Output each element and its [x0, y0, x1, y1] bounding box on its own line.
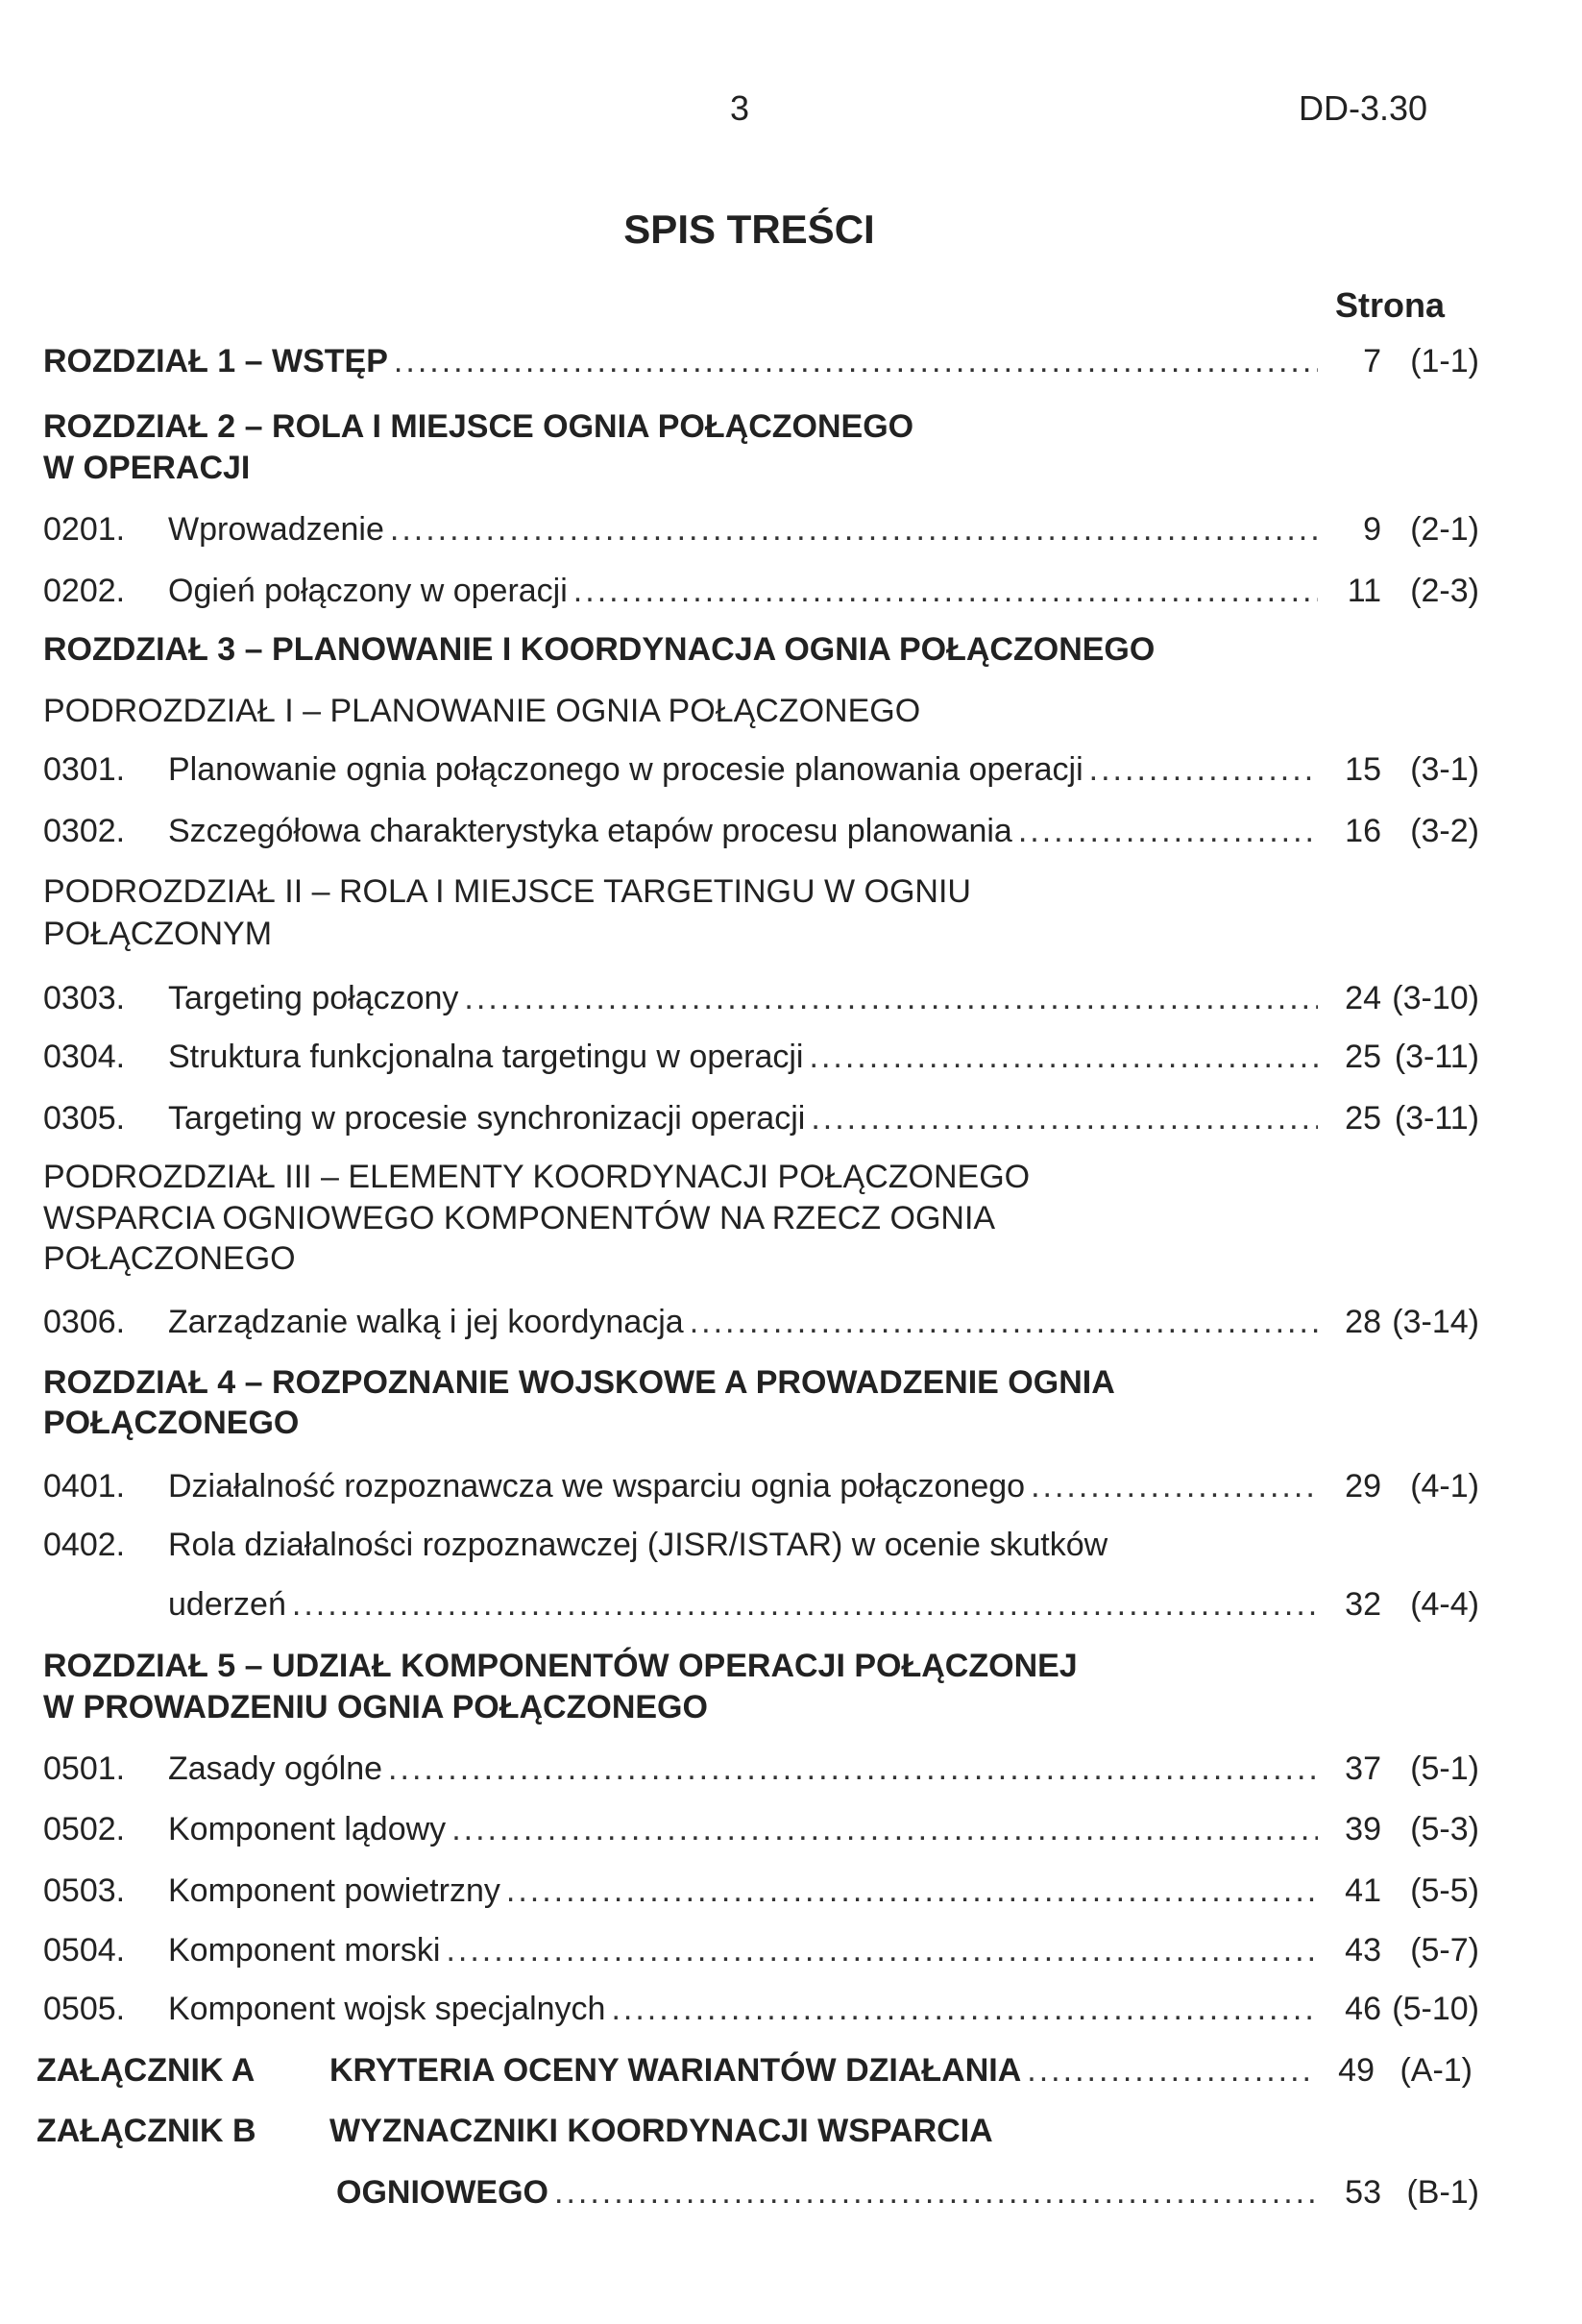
- entry-page: 39: [1345, 1811, 1381, 1847]
- dot-leader: [394, 341, 1318, 381]
- toc-entry-0401[interactable]: [43, 1466, 1479, 1506]
- dot-leader: [451, 1809, 1318, 1849]
- entry-page: 7: [1363, 343, 1381, 379]
- entry-number: 0501.: [43, 1750, 126, 1787]
- toc-entry-annex-b-line1[interactable]: [37, 2111, 1472, 2151]
- toc-chapter-3[interactable]: ROZDZIAŁ 3 – PLANOWANIE I KOORDYNACJA OGNIA POŁĄCZONEGO: [43, 631, 1156, 668]
- dot-leader: [554, 2172, 1318, 2213]
- entry-ref: (5-3): [1410, 1811, 1479, 1847]
- entry-number: 0304.: [43, 1039, 126, 1075]
- dot-leader: [1031, 1466, 1318, 1506]
- entry-title-continued: OGNIOWEGO: [336, 2174, 548, 2211]
- dot-leader: [810, 1037, 1319, 1077]
- entry-ref: (5-10): [1392, 1991, 1479, 2027]
- entry-ref: (3-11): [1394, 1100, 1479, 1137]
- page-number: 3: [730, 88, 750, 128]
- entry-ref: (4-1): [1410, 1468, 1479, 1504]
- entry-title: Komponent powietrzny: [168, 1872, 500, 1909]
- entry-number: 0201.: [43, 511, 126, 548]
- dot-leader: [446, 1930, 1318, 1970]
- entry-page: 15: [1345, 751, 1381, 788]
- entry-number: 0301.: [43, 751, 126, 788]
- entry-ref: (5-7): [1410, 1932, 1479, 1969]
- toc-entry-0402-line2[interactable]: [168, 1584, 1479, 1625]
- toc-entry-0302[interactable]: [43, 811, 1479, 851]
- document-code: DD-3.30: [1299, 88, 1428, 128]
- dot-leader: [1027, 2050, 1311, 2091]
- toc-entry-0305[interactable]: [43, 1098, 1479, 1138]
- toc-entry-0301[interactable]: [43, 749, 1479, 790]
- entry-page: 29: [1345, 1468, 1381, 1504]
- entry-page: 49: [1338, 2052, 1375, 2089]
- entry-ref: (A-1): [1399, 2052, 1472, 2089]
- dot-leader: [811, 1098, 1318, 1138]
- entry-title: ROZDZIAŁ 1 – WSTĘP: [43, 343, 388, 379]
- dot-leader: [690, 1302, 1318, 1342]
- entry-ref: (B-1): [1406, 2174, 1479, 2211]
- toc-subchapter-2-line1[interactable]: PODROZDZIAŁ II – ROLA I MIEJSCE TARGETINGU W OGNIU: [43, 873, 971, 910]
- toc-subchapter-1[interactable]: PODROZDZIAŁ I – PLANOWANIE OGNIA POŁĄCZONEGO: [43, 693, 921, 729]
- entry-title: Komponent morski: [168, 1932, 441, 1969]
- toc-entry-annex-a[interactable]: [37, 2050, 1472, 2091]
- entry-title: Ogień połączony w operacji: [168, 573, 568, 609]
- toc-entry-0201[interactable]: [43, 509, 1479, 550]
- toc-entry-chapter-1[interactable]: [43, 341, 1479, 381]
- toc-entry-0306[interactable]: [43, 1302, 1479, 1342]
- entry-title: Rola działalności rozpoznawczej (JISR/ISTAR) w ocenie skutków: [168, 1527, 1108, 1563]
- page-column-label: Strona: [1335, 285, 1446, 325]
- annex-label: ZAŁĄCZNIK A: [37, 2052, 256, 2089]
- entry-page: 9: [1363, 511, 1381, 548]
- entry-number: 0202.: [43, 573, 126, 609]
- entry-title: Działalność rozpoznawcza we wsparciu ognia połączonego: [168, 1468, 1026, 1504]
- entry-ref: (3-14): [1392, 1304, 1479, 1340]
- toc-subchapter-3-line1[interactable]: PODROZDZIAŁ III – ELEMENTY KOORDYNACJI POŁĄCZONEGO: [43, 1159, 1031, 1195]
- entry-title: Struktura funkcjonalna targetingu w operacji: [168, 1039, 804, 1075]
- entry-page: 28: [1345, 1304, 1381, 1340]
- dot-leader: [611, 1989, 1318, 2029]
- toc-entry-0304[interactable]: [43, 1037, 1479, 1077]
- entry-page: 53: [1345, 2174, 1381, 2211]
- entry-page: 37: [1345, 1750, 1381, 1787]
- entry-ref: (1-1): [1410, 343, 1479, 379]
- entry-title: WYZNACZNIKI KOORDYNACJI WSPARCIA: [329, 2113, 993, 2149]
- dot-leader: [1018, 811, 1318, 851]
- toc-chapter-5-line1[interactable]: ROZDZIAŁ 5 – UDZIAŁ KOMPONENTÓW OPERACJI POŁĄCZONEJ: [43, 1648, 1078, 1684]
- entry-page: 32: [1345, 1586, 1381, 1623]
- entry-ref: (5-1): [1410, 1750, 1479, 1787]
- toc-entry-0202[interactable]: [43, 571, 1479, 611]
- toc-subchapter-3-line3[interactable]: POŁĄCZONEGO: [43, 1240, 296, 1277]
- dot-leader: [292, 1584, 1318, 1625]
- entry-ref: (3-11): [1394, 1039, 1479, 1075]
- entry-number: 0302.: [43, 813, 126, 849]
- entry-number: 0502.: [43, 1811, 126, 1847]
- entry-title: KRYTERIA OCENY WARIANTÓW DZIAŁANIA: [329, 2052, 1022, 2089]
- entry-page: 11: [1347, 573, 1381, 609]
- annex-label: ZAŁĄCZNIK B: [37, 2113, 256, 2149]
- toc-entry-0505[interactable]: [43, 1989, 1479, 2029]
- entry-page: 25: [1345, 1100, 1381, 1137]
- dot-leader: [573, 571, 1318, 611]
- toc-chapter-2-line1[interactable]: ROZDZIAŁ 2 – ROLA I MIEJSCE OGNIA POŁĄCZONEGO: [43, 408, 914, 445]
- toc-subchapter-2-line2[interactable]: POŁĄCZONYM: [43, 916, 273, 952]
- entry-title: Komponent wojsk specjalnych: [168, 1991, 606, 2027]
- toc-entry-0503[interactable]: [43, 1871, 1479, 1911]
- toc-entry-0502[interactable]: [43, 1809, 1479, 1849]
- entry-title: Targeting połączony: [168, 980, 459, 1016]
- dot-leader: [506, 1871, 1318, 1911]
- entry-number: 0305.: [43, 1100, 126, 1137]
- entry-title: Zasady ogólne: [168, 1750, 383, 1787]
- toc-entry-0501[interactable]: [43, 1749, 1479, 1789]
- entry-number: 0503.: [43, 1872, 126, 1909]
- entry-title-continued: uderzeń: [168, 1586, 286, 1623]
- toc-chapter-5-line2[interactable]: W PROWADZENIU OGNIA POŁĄCZONEGO: [43, 1689, 708, 1725]
- entry-ref: (5-5): [1410, 1872, 1479, 1909]
- entry-number: 0303.: [43, 980, 126, 1016]
- dot-leader: [390, 509, 1318, 550]
- dot-leader: [1089, 749, 1318, 790]
- toc-title: SPIS TREŚCI: [623, 207, 875, 252]
- entry-ref: (4-4): [1410, 1586, 1479, 1623]
- entry-number: 0402.: [43, 1527, 126, 1563]
- entry-number: 0401.: [43, 1468, 126, 1504]
- entry-number: 0306.: [43, 1304, 126, 1340]
- entry-title: Zarządzanie walką i jej koordynacja: [168, 1304, 684, 1340]
- entry-page: 46: [1345, 1991, 1381, 2027]
- entry-ref: (2-1): [1410, 511, 1479, 548]
- entry-page: 24: [1345, 980, 1381, 1016]
- entry-page: 41: [1345, 1872, 1381, 1909]
- toc-entry-annex-b-line2[interactable]: [336, 2172, 1479, 2213]
- entry-ref: (3-2): [1410, 813, 1479, 849]
- toc-entry-0303[interactable]: [43, 978, 1479, 1018]
- toc-entry-0402-line1[interactable]: [43, 1525, 1479, 1565]
- entry-title: Planowanie ognia połączonego w procesie planowania operacji: [168, 751, 1083, 788]
- entry-page: 25: [1345, 1039, 1381, 1075]
- toc-chapter-2-line2[interactable]: W OPERACJI: [43, 450, 251, 486]
- entry-page: 16: [1345, 813, 1381, 849]
- toc-entry-0504[interactable]: [43, 1930, 1479, 1970]
- entry-number: 0505.: [43, 1991, 126, 2027]
- entry-title: Wprowadzenie: [168, 511, 384, 548]
- dot-leader: [388, 1749, 1318, 1789]
- entry-page: 43: [1345, 1932, 1381, 1969]
- entry-ref: (3-1): [1410, 751, 1479, 788]
- entry-title: Komponent lądowy: [168, 1811, 447, 1847]
- entry-number: 0504.: [43, 1932, 126, 1969]
- entry-title: Szczegółowa charakterystyka etapów procesu planowania: [168, 813, 1012, 849]
- entry-ref: (2-3): [1410, 573, 1479, 609]
- toc-chapter-4-line1[interactable]: ROZDZIAŁ 4 – ROZPOZNANIE WOJSKOWE A PROWADZENIE OGNIA: [43, 1364, 1115, 1401]
- toc-subchapter-3-line2[interactable]: WSPARCIA OGNIOWEGO KOMPONENTÓW NA RZECZ OGNIA: [43, 1200, 996, 1236]
- dot-leader: [464, 978, 1318, 1018]
- entry-title: Targeting w procesie synchronizacji operacji: [168, 1100, 806, 1137]
- entry-ref: (3-10): [1392, 980, 1479, 1016]
- toc-chapter-4-line2[interactable]: POŁĄCZONEGO: [43, 1405, 300, 1441]
